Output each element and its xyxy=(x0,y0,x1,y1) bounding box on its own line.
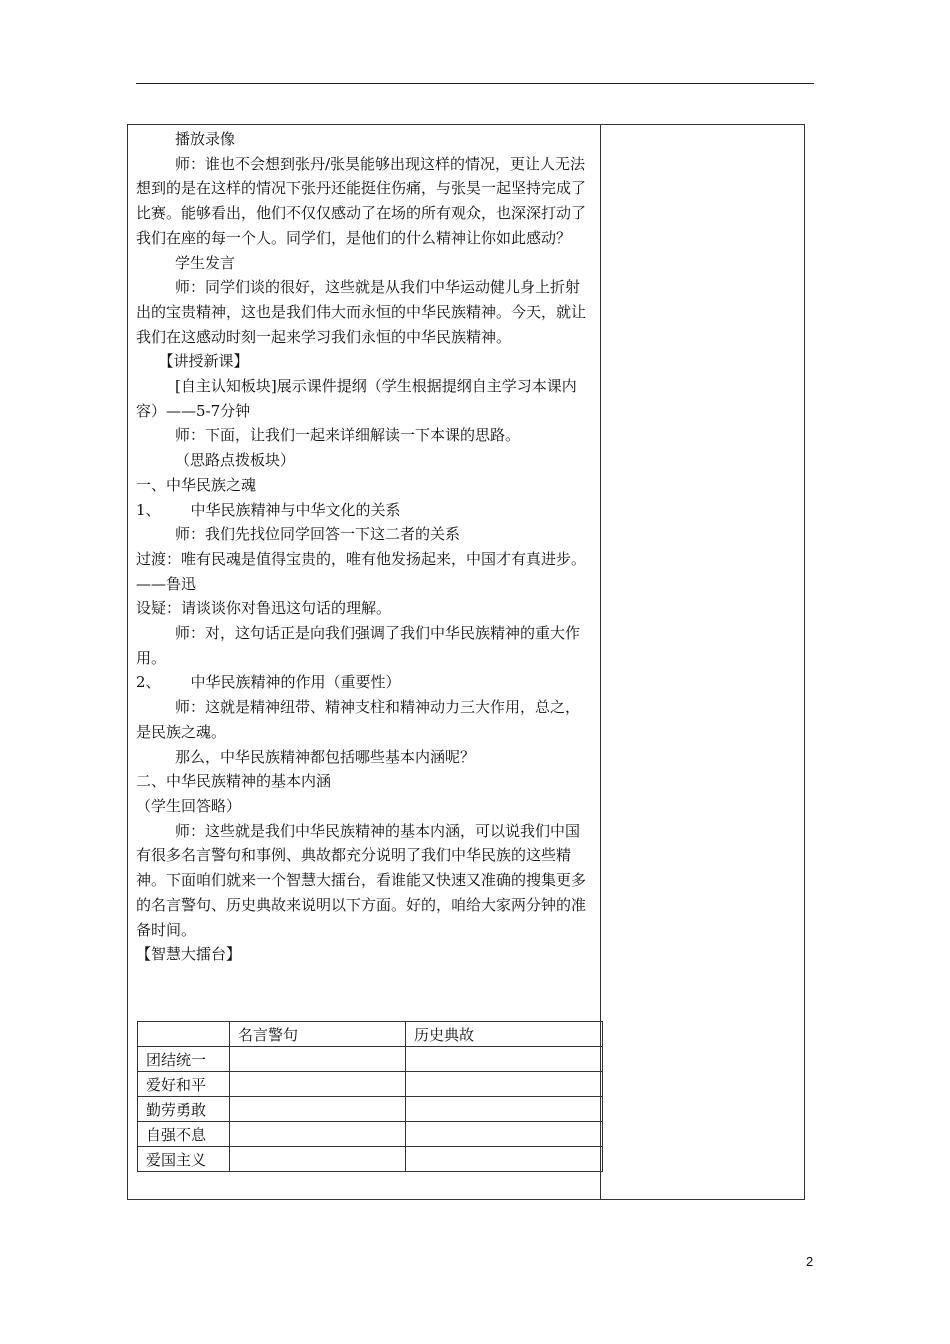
table-cell xyxy=(230,1072,406,1097)
table-row xyxy=(138,1147,603,1172)
table-row xyxy=(138,1072,603,1097)
table-header: 名言警句 xyxy=(230,1022,406,1047)
paragraph: 师：谁也不会想到张丹/张昊能够出现这样的情况，更让人无法想到的是在这样的情况下张丹还能挺住伤痛，与张昊一起坚持完成了比赛。能够看出，他们不仅仅感动了在场的所有观众，也深深打动了我们在座的每一个人。同学们，是他们的什么精神让你如此感动？ xyxy=(136,154,587,247)
table-cell xyxy=(230,1047,406,1072)
table-row xyxy=(138,1047,603,1072)
paragraph xyxy=(136,498,594,523)
table-cell xyxy=(406,1047,603,1072)
paragraph: 播放录像 xyxy=(175,130,236,148)
table-header: 历史典故 xyxy=(406,1022,603,1047)
paragraph: 学生发言 xyxy=(175,253,236,272)
paragraph: 师：这就是精神纽带、精神支柱和精神动力三大作用，总之，是民族之魂。 xyxy=(136,698,581,741)
table-row xyxy=(138,1122,603,1147)
list-number: 1、 xyxy=(136,500,161,519)
row-label: 勤劳勇敢 xyxy=(138,1097,230,1122)
page-number: 2 xyxy=(806,1254,814,1269)
table-header-row xyxy=(138,1022,603,1047)
table-header xyxy=(138,1022,230,1047)
table-cell xyxy=(406,1147,603,1172)
row-label: 团结统一 xyxy=(138,1047,230,1072)
paragraph: 设疑：请谈谈你对鲁迅这句话的理解。 xyxy=(136,599,392,618)
table-cell xyxy=(406,1122,603,1147)
list-heading: 中华民族精神的作用（重要性） xyxy=(190,673,401,692)
table-cell xyxy=(406,1097,603,1122)
paragraph: 过渡：唯有民魂是值得宝贵的，唯有他发扬起来，中国才有真进步。——鲁迅 xyxy=(136,549,587,593)
paragraph xyxy=(136,670,594,695)
paragraph: （学生回答略） xyxy=(136,796,242,815)
paragraph: 那么，中华民族精神都包括哪些基本内涵呢？ xyxy=(175,747,476,766)
table-cell xyxy=(230,1122,406,1147)
paragraph: 【智慧大擂台】 xyxy=(136,945,242,964)
paragraph: 师：同学们谈的很好，这些就是从我们中华运动健儿身上折射出的宝贵精神，这也是我们伟大而永恒的中华民族精神。今天，就让我们在这感动时刻一起来学习我们永恒的中华民族精神。 xyxy=(136,278,587,346)
row-label: 爱国主义 xyxy=(138,1147,230,1172)
paragraph: 师：下面，让我们一起来详细解读一下本课的思路。 xyxy=(175,426,521,445)
lesson-table xyxy=(127,124,805,1200)
header-rule xyxy=(136,83,814,84)
wisdom-arena-table xyxy=(137,1021,603,1172)
list-number: 2、 xyxy=(136,673,161,692)
paragraph: 二、中华民族精神的基本内涵 xyxy=(136,772,332,791)
table-cell xyxy=(230,1147,406,1172)
row-label: 爱好和平 xyxy=(138,1072,230,1097)
table-cell xyxy=(230,1097,406,1122)
paragraph: 一、中华民族之魂 xyxy=(136,475,257,494)
table-cell xyxy=(406,1072,603,1097)
paragraph: 师：对，这句话正是向我们强调了我们中华民族精神的重大作用。 xyxy=(136,624,581,667)
paragraph: （思路点拨板块） xyxy=(175,451,296,470)
row-label: 自强不息 xyxy=(138,1122,230,1147)
paragraph: 师：我们先找位同学回答一下这二者的关系 xyxy=(175,525,461,544)
table-row xyxy=(138,1097,603,1122)
list-heading: 中华民族精神与中华文化的关系 xyxy=(190,500,401,519)
paragraph: [自主认知板块]展示课件提纲（学生根据提纲自主学习本课内容）——5-7分钟 xyxy=(136,377,577,420)
paragraph: 【讲授新课】 xyxy=(158,352,249,371)
paragraph: 师：这些就是我们中华民族精神的基本内涵，可以说我们中国有很多名言警句和事例、典故都充分说明了我们中华民族的这些精神。下面咱们就来一个智慧大擂台，看谁能又快速又准确的搜集更多的名言警句、历史典故来说明以下方面。好的，咱给大家两分钟的准备时间。 xyxy=(136,821,587,939)
lesson-content xyxy=(136,127,594,967)
